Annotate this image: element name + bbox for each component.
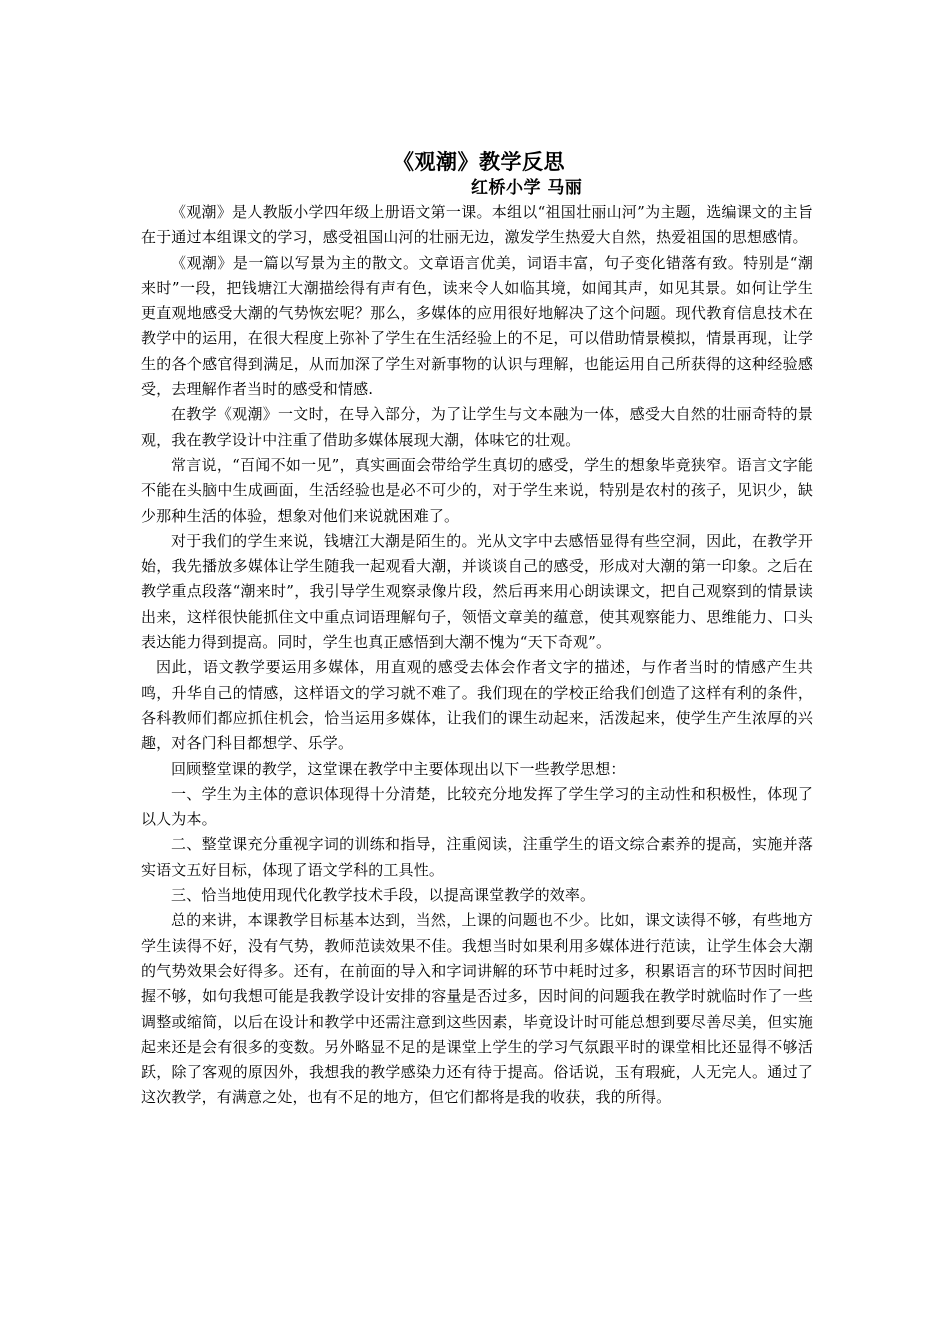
paragraph-point-3: 三、恰当地使用现代化教学技术手段，以提高课堂教学的效率。 xyxy=(171,886,596,905)
paragraph-point-2: 二、整堂课充分重视字词的训练和指导，注重阅读，注重学生的语文综合素养的提高，实施并落实语文五好目标，体现了语文学科的工具性。 xyxy=(141,835,813,879)
paragraph-summary: 总的来讲，本课教学目标基本达到，当然，上课的问题也不少。比如，课文读得不够，有些地方学生读得不好，没有气势，教师范读效果不佳。我想当时如果利用多媒体进行范读，让学生体会大潮的气势效果会好得多。还有，在前面的导入和字词讲解的环节中耗时过多，积累语言的环节因时间把握不够，如句我想可能是我教学设计安排的容量是否过多，因时间的问题我在教学时就临时作了一些调整或缩简，以后在设计和教学中还需注意到这些因素，毕竟设计时可能总想到要尽善尽美，但实施起来还是会有很多的变数。另外略显不足的是课堂上学生的学习气氛跟平时的课堂相比还显得不够活跃，除了客观的原因外，我想我的教学感染力还有待于提高。俗话说，玉有瑕疵，人无完人。通过了这次教学，有满意之处，也有不足的地方，但它们都将是我的收获，我的所得。 xyxy=(141,911,813,1107)
paragraph-conclusion-multimedia: 因此，语文教学要运用多媒体，用直观的感受去体会作者文字的描述，与作者当时的情感产生共鸣，升华自己的情感，这样语文的学习就不难了。我们现在的学校正给我们创造了这样有利的条件，各科教师们都应抓住机会，恰当运用多媒体，让我们的课生动起来，活泼起来，使学生产生浓厚的兴趣，对各门科目都想学、乐学。 xyxy=(141,658,813,753)
paragraph-intro: 《观潮》是人教版小学四年级上册语文第一课。本组以“祖国壮丽山河”为主题，选编课文的主旨在于通过本组课文的学习，感受祖国山河的壮丽无边，激发学生热爱大自然，热爱祖国的思想感情。 xyxy=(141,203,813,247)
paragraph-lesson-intro: 在教学《观潮》一文时，在导入部分，为了让学生与文本融为一体，感受大自然的壮丽奇特的景观，我在教学设计中注重了借助多媒体展现大潮，体味它的壮观。 xyxy=(141,405,813,449)
paragraph-point-1: 一、学生为主体的意识体现得十分清楚，比较充分地发挥了学生学习的主动性和积极性，体现了以人为本。 xyxy=(141,784,813,829)
document-body xyxy=(141,200,813,1111)
paragraph-text-analysis: 《观潮》是一篇以写景为主的散文。文章语言优美，词语丰富，句子变化错落有致。特别是“潮来时”一段，把钱塘江大潮描绘得有声有色，读来令人如临其境，如闻其声，如见其景。如何让学生更直观地感受大潮的气势恢宏呢？那么，多媒体的应用很好地解决了这个问题。现代教育信息技术在教学中的运用，在很大程度上弥补了学生在生活经验上的不足，可以借助情景模拟，情景再现，让学生的各个感官得到满足，从而加深了学生对新事物的认识与理解，也能运用自己所获得的这种经验感受，去理解作者当时的感受和情感. xyxy=(141,253,813,399)
author-line: 红桥小学 马丽 xyxy=(471,178,583,198)
document-page xyxy=(141,148,813,1111)
document-title: 《观潮》教学反思 xyxy=(393,149,565,174)
paragraph-review: 回顾整堂课的教学，这堂课在教学中主要体现出以下一些教学思想： xyxy=(171,759,626,778)
paragraph-students: 对于我们的学生来说，钱塘江大潮是陌生的。光从文字中去感悟显得有些空洞，因此，在教学开始，我先播放多媒体让学生随我一起观看大潮，并谈谈自己的感受，形成对大潮的第一印象。之后在教学重点段落“潮来时”，我引导学生观察录像片段，然后再来用心朗读课文，把自己观察到的情景读出来，这样很快能抓住文中重点词语理解句子，领悟文章美的蕴意，使其观察能力、思维能力、口头表达能力得到提高。同时，学生也真正感悟到大潮不愧为“天下奇观”。 xyxy=(141,531,813,652)
paragraph-saying: 常言说，“百闻不如一见”，真实画面会带给学生真切的感受，学生的想象毕竟狭窄。语言文字能不能在头脑中生成画面，生活经验也是必不可少的，对于学生来说，特别是农村的孩子，见识少，缺少那种生活的体验，想象对他们来说就困难了。 xyxy=(141,455,813,525)
